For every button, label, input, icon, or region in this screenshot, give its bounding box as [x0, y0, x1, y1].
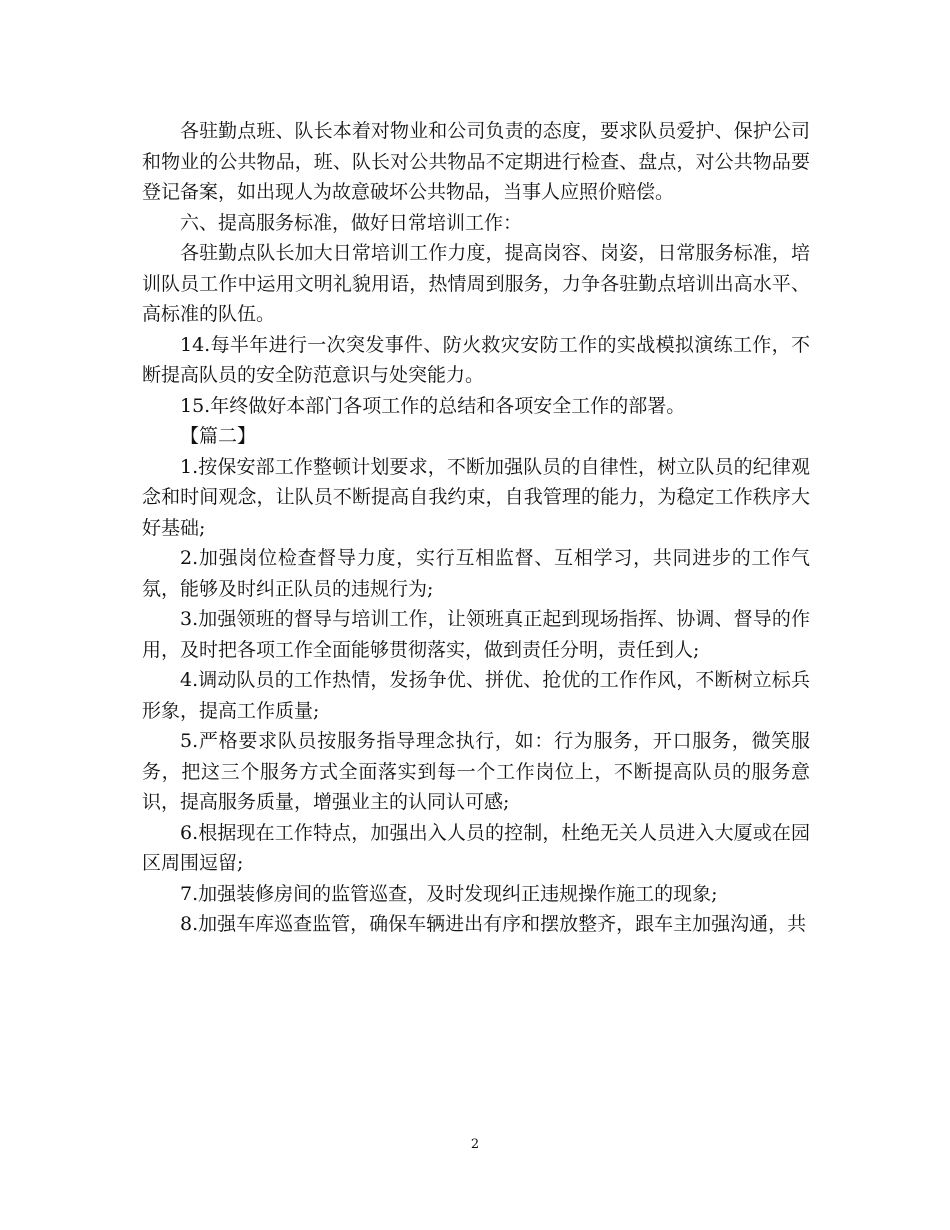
paragraph-item-1: 1.按保安部工作整顿计划要求，不断加强队员的自律性，树立队员的纪律观念和时间观念，让队员不断提高自我约束，自我管理的能力，为稳定工作秩序大好基础; [142, 455, 810, 539]
paragraph-item-4: 4.调动队员的工作热情，发扬争优、拼优、抢优的工作作风，不断树立标兵形象，提高工作质量; [142, 669, 810, 722]
page-number: 2 [470, 1137, 480, 1152]
paragraph-item-2: 2.加强岗位检查督导力度，实行互相监督、互相学习，共同进步的工作气氛，能够及时纠正队员的违规行为; [142, 547, 810, 600]
paragraph-item-14: 14.每半年进行一次突发事件、防火救灾安防工作的实战模拟演练工作，不断提高队员的安全防范意识与处突能力。 [142, 333, 810, 386]
document-body [142, 116, 810, 940]
section-heading-service-standard: 六、提高服务标准，做好日常培训工作： [180, 211, 523, 234]
paragraph-item-5: 5.严格要求队员按服务指导理念执行，如：行为服务，开口服务，微笑服务，把这三个服务方式全面落实到每一个工作岗位上，不断提高队员的服务意识，提高服务质量，增强业主的认同认可感; [142, 730, 810, 813]
paragraph-item-3: 3.加强领班的督导与培训工作，让领班真正起到现场指挥、协调、督导的作用，及时把各项工作全面能够贯彻落实，做到责任分明，责任到人; [142, 608, 810, 661]
section-heading-part-two: 【篇二】 [180, 425, 257, 447]
paragraph-daily-training: 各驻勤点队长加大日常培训工作力度，提高岗容、岗姿，日常服务标准，培训队员工作中运用文明礼貌用语，热情周到服务，力争各驻勤点培训出高水平、高标准的队伍。 [142, 242, 810, 325]
paragraph-item-8: 8.加强车库巡查监管，确保车辆进出有序和摆放整齐，跟车主加强沟通，共 [180, 913, 807, 935]
paragraph-item-15: 15.年终做好本部门各项工作的总结和各项安全工作的部署。 [180, 394, 686, 417]
paragraph-care-public-property: 各驻勤点班、队长本着对物业和公司负责的态度，要求队员爱护、保护公司和物业的公共物品，班、队长对公共物品不定期进行检查、盘点，对公共物品要登记备案，如出现人为故意破坏公共物品，当事人应照价赔偿。 [142, 120, 810, 203]
paragraph-item-7: 7.加强装修房间的监管巡查，及时发现纠正违规操作施工的现象; [180, 882, 718, 905]
paragraph-item-6: 6.根据现在工作特点，加强出入人员的控制，杜绝无关人员进入大厦或在园区周围逗留; [142, 821, 810, 874]
